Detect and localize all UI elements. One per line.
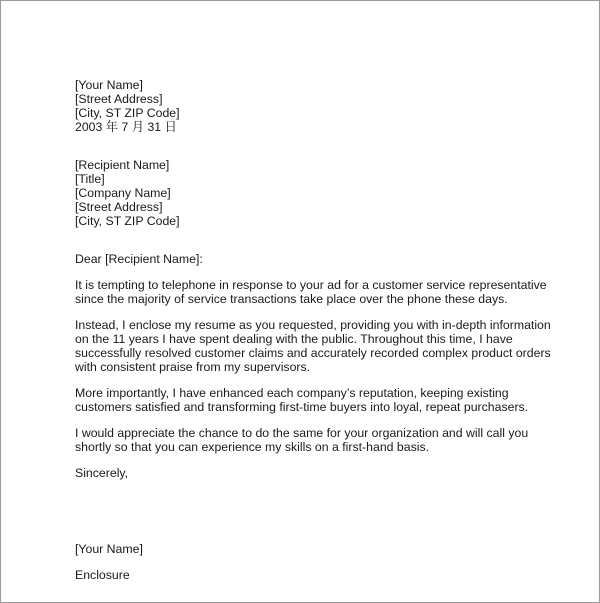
signature: [75, 542, 565, 556]
paragraph-line: I would appreciate the chance to do the same for your organization and will call you: [75, 426, 529, 440]
salutation-text: Dear [Recipient Name]:: [75, 252, 203, 266]
recipient-title: [Title]: [75, 172, 105, 186]
paragraph-line: shortly so that you can experience my skills on a first-hand basis.: [75, 440, 430, 454]
recipient-street: [Street Address]: [75, 200, 163, 214]
paragraph-line: successfully resolved customer claims and accurately recorded complex product orders: [75, 346, 551, 360]
sender-address-block: [75, 78, 565, 134]
recipient-city: [City, ST ZIP Code]: [75, 214, 180, 228]
cover-letter: [75, 78, 565, 582]
salutation: [75, 252, 565, 266]
paragraph-line: More importantly, I have enhanced each company’s reputation, keeping existing: [75, 386, 509, 400]
paragraph-line: It is tempting to telephone in response to your ad for a customer service representative: [75, 278, 547, 292]
enclosure-text: Enclosure: [75, 568, 130, 582]
paragraph-line: Instead, I enclose my resume as you requested, providing you with in-depth information: [75, 318, 551, 332]
paragraph-line: customers satisfied and transforming first-time buyers into loyal, repeat purchasers.: [75, 400, 529, 414]
closing: [75, 466, 565, 480]
body-paragraph-3: [75, 386, 565, 414]
letter-date: 2003 年 7 月 31 日: [75, 120, 177, 134]
body-paragraph-2: [75, 318, 565, 374]
paragraph-line: since the majority of service transactions take place over the phone these days.: [75, 292, 508, 306]
sender-name: [Your Name]: [75, 78, 143, 92]
signature-name: [Your Name]: [75, 542, 143, 556]
body-paragraph-1: [75, 278, 565, 306]
enclosure: [75, 568, 565, 582]
recipient-company: [Company Name]: [75, 186, 171, 200]
recipient-address-block: [75, 158, 565, 228]
recipient-name: [Recipient Name]: [75, 158, 170, 172]
body-paragraph-4: [75, 426, 565, 454]
sender-street: [Street Address]: [75, 92, 163, 106]
paragraph-line: with consistent praise from my supervisors.: [75, 360, 311, 374]
sender-city: [City, ST ZIP Code]: [75, 106, 180, 120]
paragraph-line: on the 11 years I have spent dealing with the public. Throughout this time, I have: [75, 332, 513, 346]
closing-text: Sincerely,: [75, 466, 129, 480]
